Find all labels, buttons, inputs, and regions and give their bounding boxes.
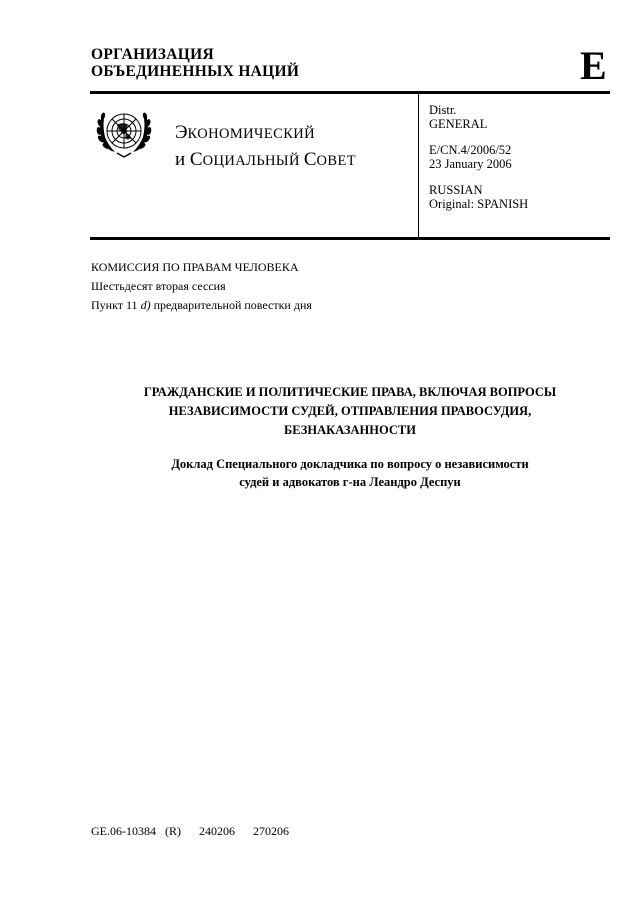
header-vertical-divider — [418, 94, 419, 237]
agenda-item-letter: d) — [140, 298, 151, 312]
agenda-item — [91, 296, 312, 315]
document-language: RUSSIAN — [429, 183, 483, 197]
document-title-line1: ГРАЖДАНСКИЕ И ПОЛИТИЧЕСКИЕ ПРАВА, ВКЛЮЧАЯ ВОПРОСЫ — [143, 385, 557, 399]
document-symbol: E/CN.4/2006/52 — [429, 143, 512, 157]
council-word-economic: КОНОМИЧЕСКИЙ — [187, 126, 316, 142]
document-title-line3: БЕЗНАКАЗАННОСТИ — [284, 423, 416, 437]
agenda-item-prefix: Пункт 11 — [91, 298, 141, 312]
council-word-social: ОЦИАЛЬНЫЙ — [202, 153, 304, 169]
commission-name: КОМИССИЯ ПО ПРАВАМ ЧЕЛОВЕКА — [91, 260, 299, 274]
document-date: 23 January 2006 — [429, 157, 512, 171]
commission-session: Шестьдесят вторая сессия — [91, 279, 226, 293]
report-subtitle — [90, 455, 610, 491]
council-initial-s: и С — [175, 149, 203, 170]
document-title — [90, 383, 610, 440]
organization-name — [91, 46, 299, 80]
document-info — [429, 103, 528, 211]
un-emblem-icon — [93, 105, 155, 161]
council-name — [175, 120, 356, 174]
organization-name-line2: ОБЪЕДИНЕННЫХ НАЦИЙ — [91, 63, 300, 80]
council-word-council: ОВЕТ — [316, 153, 357, 169]
council-initial-e: Э — [175, 122, 188, 143]
original-language: Original: SPANISH — [429, 197, 529, 211]
council-name-line2 — [175, 147, 356, 174]
report-subtitle-line2: судей и адвокатов г-на Леандро Деспуи — [239, 475, 461, 489]
commission-block — [91, 258, 312, 315]
header-rule-bottom — [90, 237, 610, 240]
organization-name-line1: ОРГАНИЗАЦИЯ — [91, 46, 214, 63]
document-title-line2: НЕЗАВИСИМОСТИ СУДЕЙ, ОТПРАВЛЕНИЯ ПРАВОСУДИЯ, — [168, 404, 532, 418]
document-job-code: GE.06-10384 (R) 240206 270206 — [91, 824, 289, 838]
council-initial-s2: С — [303, 149, 317, 170]
language-code: E — [580, 43, 607, 88]
distr-value: GENERAL — [429, 117, 488, 131]
council-name-line1 — [175, 120, 356, 147]
distr-label: Distr. — [429, 103, 457, 117]
report-subtitle-line1: Доклад Специального докладчика по вопросу о независимости — [171, 457, 529, 471]
agenda-item-suffix: предварительной повестки дня — [150, 298, 312, 312]
header-rule-top — [90, 91, 610, 94]
